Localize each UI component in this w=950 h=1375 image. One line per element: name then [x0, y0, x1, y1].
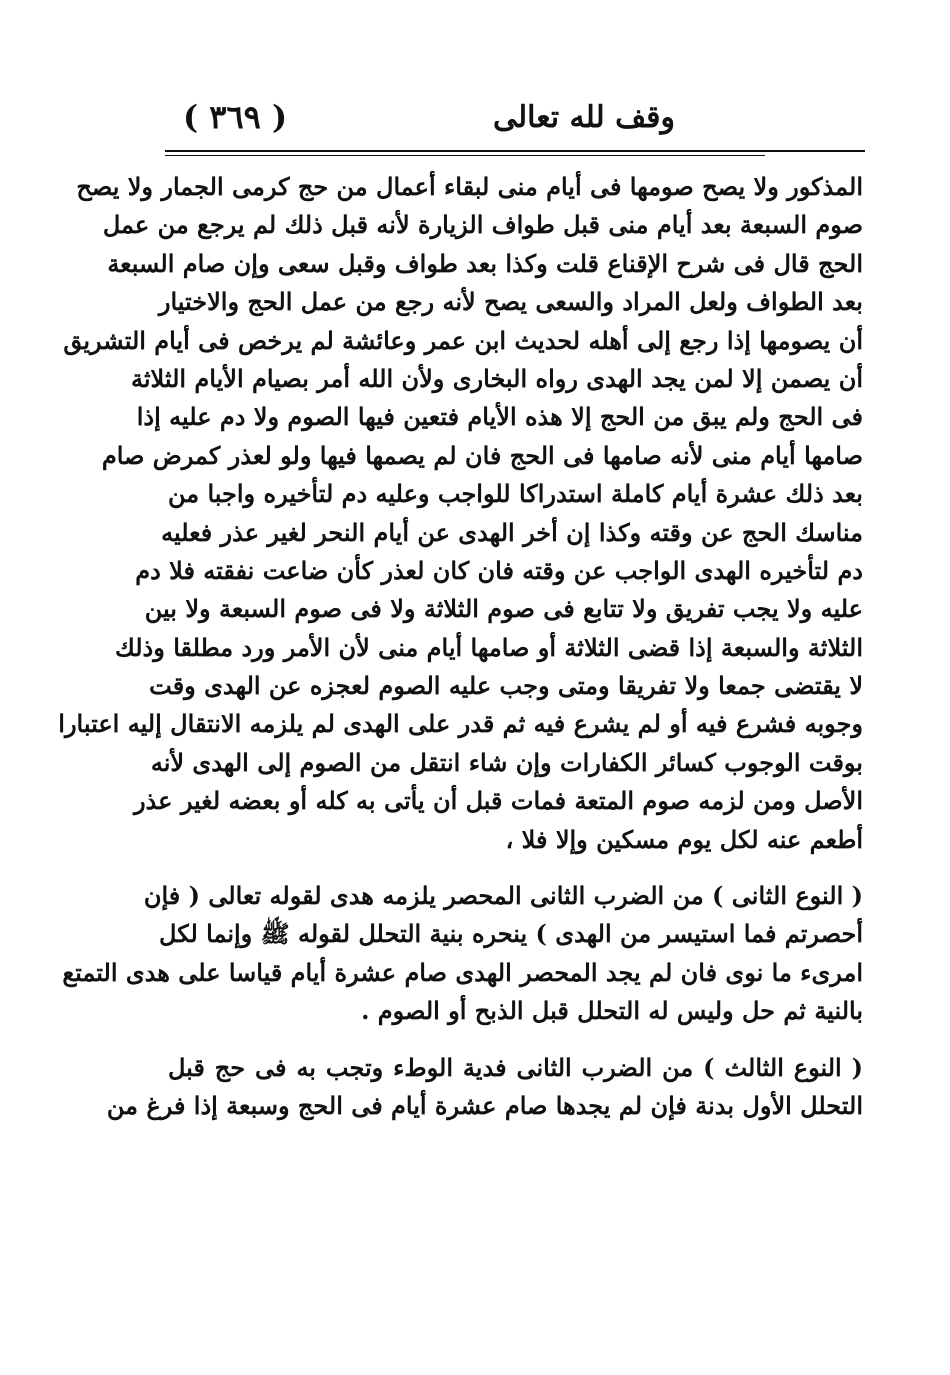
page-header [165, 96, 865, 144]
text-line: مناسك الحج عن وقته وكذا إن أخر الهدى عن أيام النحر لغير عذر فعليه [161, 517, 863, 547]
text-line: صامها أيام منى لأنه صامها فى الحج فان لم يصمها فيها ولو لعذر كمرض صام [101, 440, 863, 470]
text-line: الثلاثة والسبعة إذا قضى الثلاثة أو صامها أيام منى لأن الأمر ورد مطلقا وذلك [115, 632, 863, 662]
text-line: الحج قال فى شرح الإقناع قلت وكذا بعد طواف وقبل سعى وإن صام السبعة [107, 248, 863, 278]
text-line: عليه ولا يجب تفريق ولا تتابع فى صوم الثلاثة ولا فى صوم السبعة ولا بين [144, 594, 863, 624]
page-number: ( ٣٦٩ ) [183, 98, 288, 136]
text-line: صوم السبعة بعد أيام منى قبل طواف الزيارة لأنه قبل ذلك لم يرجع من عمل [102, 210, 863, 240]
text-line: بالنية ثم حل وليس له التحلل قبل الذبح أو الصوم . [361, 996, 863, 1026]
text-line: لا يقتضى جمعا ولا تفريقا ومتى وجب عليه الصوم لعجزه عن الهدى وقت [149, 671, 863, 701]
text-line: دم لتأخيره الهدى الواجب عن وقته فان كان لعذر كأن ضاعت نفقته فلا دم [135, 555, 863, 585]
text-line: الأصل ومن لزمه صوم المتعة فمات قبل أن يأتى به كله أو بعضه لغير عذر [133, 786, 863, 816]
header-title: وقف لله تعالى [492, 100, 675, 135]
text-line: ( النوع الثالث ) من الضرب الثانى فدية الوطء وتجب به فى حج قبل [168, 1052, 863, 1082]
text-line: بعد الطواف ولعل المراد والسعى يصح لأنه رجع من عمل الحج والاختيار [158, 287, 863, 317]
text-line: بوقت الوجوب كسائر الكفارات وإن شاء انتقل من الصوم إلى الهدى لأنه [150, 747, 863, 777]
text-line: ( النوع الثانى ) من الضرب الثانى المحصر يلزمه هدى لقوله تعالى ( فإن [143, 881, 863, 911]
text-line: أحصرتم فما استيسر من الهدى ) ينحره بنية التحلل لقوله ﷺ وإنما لكل [159, 919, 863, 949]
text-line: وجوبه فشرع فيه أو لم يشرع فيه ثم قدر على الهدى لم يلزمه الانتقال إليه اعتبارا [58, 709, 863, 739]
text-line: التحلل الأول بدنة فإن لم يجدها صام عشرة أيام فى الحج وسبعة إذا فرغ من [106, 1090, 863, 1120]
paragraph-3 [106, 1049, 863, 1126]
header-rule-secondary [165, 155, 765, 156]
text-line: أن يصمن إلا لمن يجد الهدى رواه البخارى ولأن الله أمر بصيام الأيام الثلاثة [130, 363, 863, 393]
text-line: امرىء ما نوى فان لم يجد المحصر الهدى صام عشرة أيام قياسا على هدى التمتع [62, 957, 863, 987]
text-line: أطعم عنه لكل يوم مسكين وإلا فلا ، [505, 824, 863, 854]
text-line: أن يصومها إذا رجع إلى أهله لحديث ابن عمر وعائشة لم يرخص فى أيام التشريق [63, 325, 863, 355]
paragraph-2 [62, 877, 863, 1031]
header-rule [165, 150, 865, 152]
text-line: بعد ذلك عشرة أيام كاملة استدراكا للواجب وعليه دم لتأخيره واجبا من [168, 479, 863, 509]
paragraph-gap [168, 859, 863, 877]
body-text [58, 168, 863, 1125]
text-line: المذكور ولا يصح صومها فى أيام منى لبقاء أعمال من حج كرمى الجمار ولا يصح [76, 172, 863, 201]
paragraph-gap [168, 1031, 863, 1049]
text-line: فى الحج ولم يبق من الحج إلا هذه الأيام فتعين فيها الصوم ولا دم عليه إذا [136, 402, 863, 432]
paragraph-1 [58, 168, 863, 859]
